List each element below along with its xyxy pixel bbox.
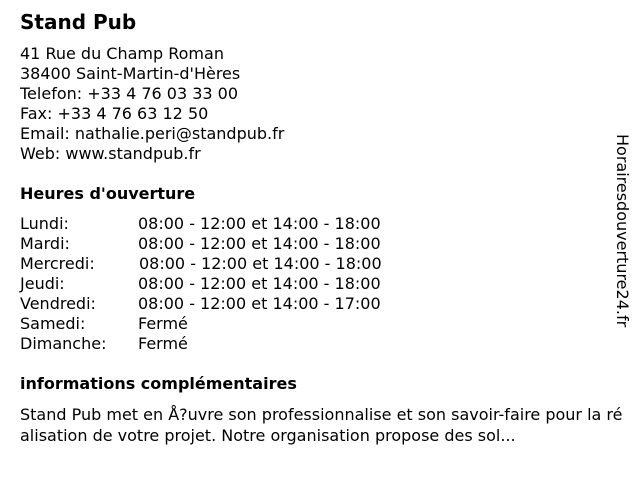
day-hours: 08:00 - 12:00 et 14:00 - 17:00 (138, 294, 381, 313)
day-hours: 08:00 - 12:00 et 14:00 - 18:00 (138, 214, 381, 233)
hours-row-saturday (20, 314, 440, 334)
hours-row-sunday (20, 334, 440, 354)
day-hours: Fermé (138, 314, 188, 333)
website-address: Web: www.standpub.fr (20, 144, 201, 163)
hours-row-thursday (20, 274, 440, 294)
hours-heading: Heures d'ouverture (20, 184, 196, 203)
day-label: Samedi: (20, 314, 86, 333)
day-hours: Fermé (138, 334, 188, 353)
day-label: Jeudi: (20, 274, 65, 293)
hours-row-friday (20, 294, 440, 314)
street-address: 41 Rue du Champ Roman (20, 44, 224, 63)
hours-table (20, 214, 440, 354)
fax-number: Fax: +33 4 76 63 12 50 (20, 104, 209, 123)
hours-row-monday (20, 214, 440, 234)
phone-number: Telefon: +33 4 76 03 33 00 (20, 84, 239, 103)
day-label: Mardi: (20, 234, 70, 253)
day-label: Lundi: (20, 214, 69, 233)
business-description: Stand Pub met en Å?uvre son professionnalise et son savoir-faire pour la réalisation de votre projet. Notre organisation propose des sol... (20, 405, 623, 445)
day-label: Vendredi: (20, 294, 96, 313)
day-hours: 08:00 - 12:00 et 14:00 - 18:00 (138, 234, 381, 253)
contact-block (20, 44, 284, 164)
email-address: Email: nathalie.peri@standpub.fr (20, 124, 285, 143)
city-address: 38400 Saint-Martin-d'Hères (20, 64, 241, 83)
day-hours: 08:00 - 12:00 et 14:00 - 18:00 (139, 254, 382, 273)
hours-row-wednesday (20, 254, 440, 274)
day-hours: 08:00 - 12:00 et 14:00 - 18:00 (138, 274, 381, 293)
business-name: Stand Pub (20, 10, 137, 34)
info-heading: informations complémentaires (20, 374, 297, 393)
day-label: Dimanche: (20, 334, 107, 353)
source-site-link[interactable]: Horairesdouverture24.fr (613, 134, 632, 328)
hours-row-tuesday (20, 234, 440, 254)
day-label: Mercredi: (20, 254, 95, 273)
